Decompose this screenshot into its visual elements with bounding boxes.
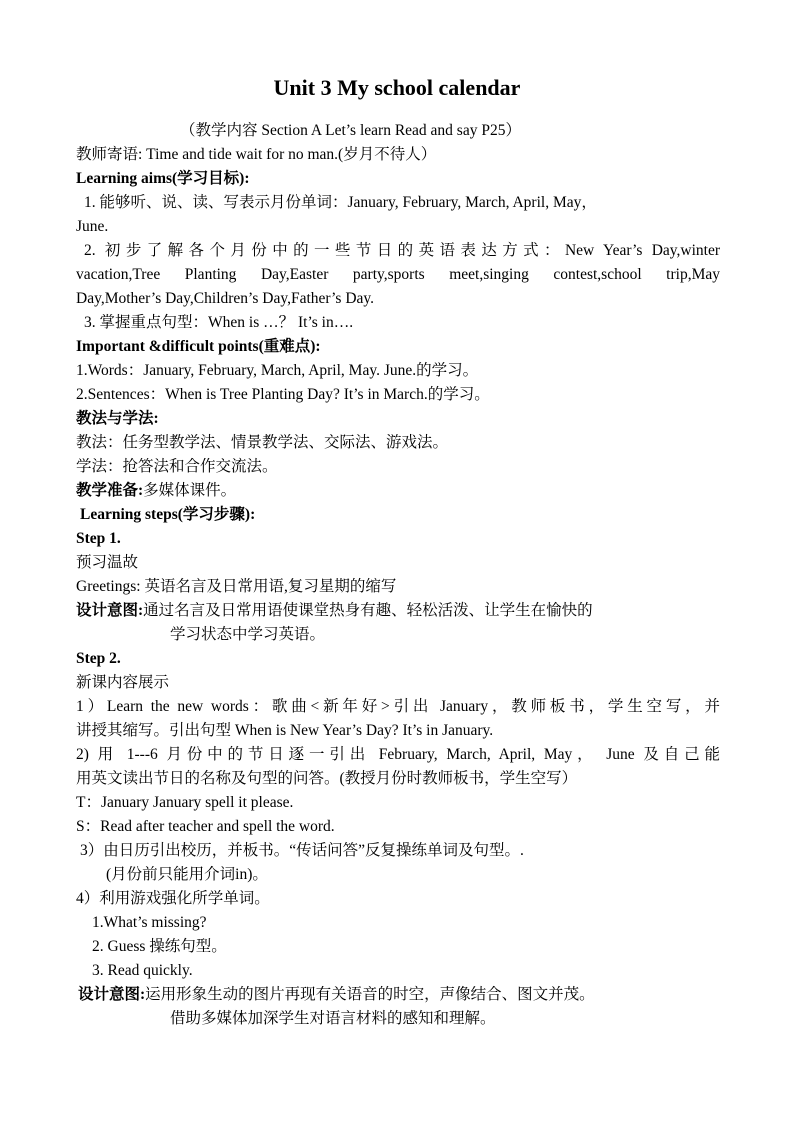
design-intent-2-continued: 借助多媒体加深学生对语言材料的感知和理解。: [170, 1010, 496, 1027]
step-2-item-2-line-2: 用英文读出节日的名称及句型的问答。(教授月份时教师板书，学生空写）: [76, 770, 578, 787]
step-2-item-4: 4）利用游戏强化所学单词。: [76, 890, 270, 907]
design-intent-label: 设计意图:: [78, 986, 146, 1003]
aim-2-line-3: Day,Mother’s Day,Children’s Day,Father’s Day.: [76, 290, 375, 307]
aim-2-line-2: vacation,Tree Planting Day,Easter party,sports meet,singing contest,school trip,May: [76, 266, 720, 283]
step-2-item-2-line-1: 2) 用 1---6 月份中的节日逐一引出 February, March, April, May， June 及自己能: [76, 746, 720, 763]
design-intent-2-text: 运用形象生动的图片再现有关语音的时空，声像结合、图文并茂。: [145, 986, 595, 1003]
key-points-words: 1.Words：January, February, March, April, May. June.的学习。: [76, 362, 479, 379]
learning-method: 学法：抢答法和合作交流法。: [76, 458, 278, 475]
teaching-method: 教法：任务型教学法、情景教学法、交际法、游戏法。: [76, 434, 449, 451]
step-2-item-3-line-2: (月份前只能用介词in)。: [106, 866, 268, 883]
methods-heading: 教法与学法:: [76, 410, 159, 427]
step-1-label: Step 1.: [76, 530, 121, 547]
document-title: Unit 3 My school calendar: [273, 75, 521, 100]
step-2-label: Step 2.: [76, 650, 121, 667]
lesson-content-subtitle: （教学内容 Section A Let’s learn Read and say P25）: [180, 122, 521, 139]
design-intent-label: 设计意图:: [76, 602, 144, 619]
step-2-title: 新课内容展示: [76, 674, 170, 691]
learning-steps-heading: Learning steps(学习步骤):: [80, 506, 256, 523]
game-2: 2. Guess 操练句型。: [92, 938, 227, 955]
teaching-preparation: [76, 481, 720, 501]
teacher-line: T：January January spell it please.: [76, 794, 294, 811]
game-3: 3. Read quickly.: [92, 962, 193, 979]
game-1: 1.What’s missing?: [92, 914, 207, 931]
preparation-text: 多媒体课件。: [143, 482, 237, 499]
step-1-title: 预习温故: [76, 554, 139, 571]
design-intent-1-text: 通过名言及日常用语使课堂热身有趣、轻松活泼、让学生在愉快的: [143, 602, 593, 619]
preparation-label: 教学准备:: [76, 482, 144, 499]
design-intent-1-continued: 学习状态中学习英语。: [170, 626, 326, 643]
step-2-item-3-line-1: 3）由日历引出校历，并板书。“传话问答”反复操练单词及句型。.: [80, 842, 524, 859]
teacher-motto: 教师寄语: Time and tide wait for no man.(岁月不待人）: [76, 146, 437, 163]
key-points-sentences: 2.Sentences：When is Tree Planting Day? It’s in March.的学习。: [76, 386, 490, 403]
student-line: S：Read after teacher and spell the word.: [76, 818, 335, 835]
design-intent-1: [76, 601, 720, 621]
design-intent-2: [78, 985, 720, 1005]
learning-aims-heading: Learning aims(学习目标):: [76, 170, 250, 187]
step-2-item-1-line-2: 讲授其缩写。引出句型 When is New Year’s Day? It’s in January.: [76, 722, 494, 739]
step-2-item-1-line-1: 1）Learn the new words：歌曲<新年好>引出 January，教师板书，学生空写，并: [76, 698, 720, 715]
aim-3: 3. 掌握重点句型：When is …？ It’s in….: [84, 314, 354, 331]
aim-1-line-2: June.: [76, 218, 109, 235]
aim-1-line-1: 1. 能够听、说、读、写表示月份单词：January, February, March, April, May，: [84, 194, 597, 211]
aim-2-line-1: 2. 初步了解各个月份中的一些节日的英语表达方式：New Year’s Day,winter: [84, 242, 720, 259]
key-points-heading: Important &difficult points(重难点):: [76, 338, 321, 355]
step-1-greetings: Greetings: 英语名言及日常用语,复习星期的缩写: [76, 578, 397, 595]
